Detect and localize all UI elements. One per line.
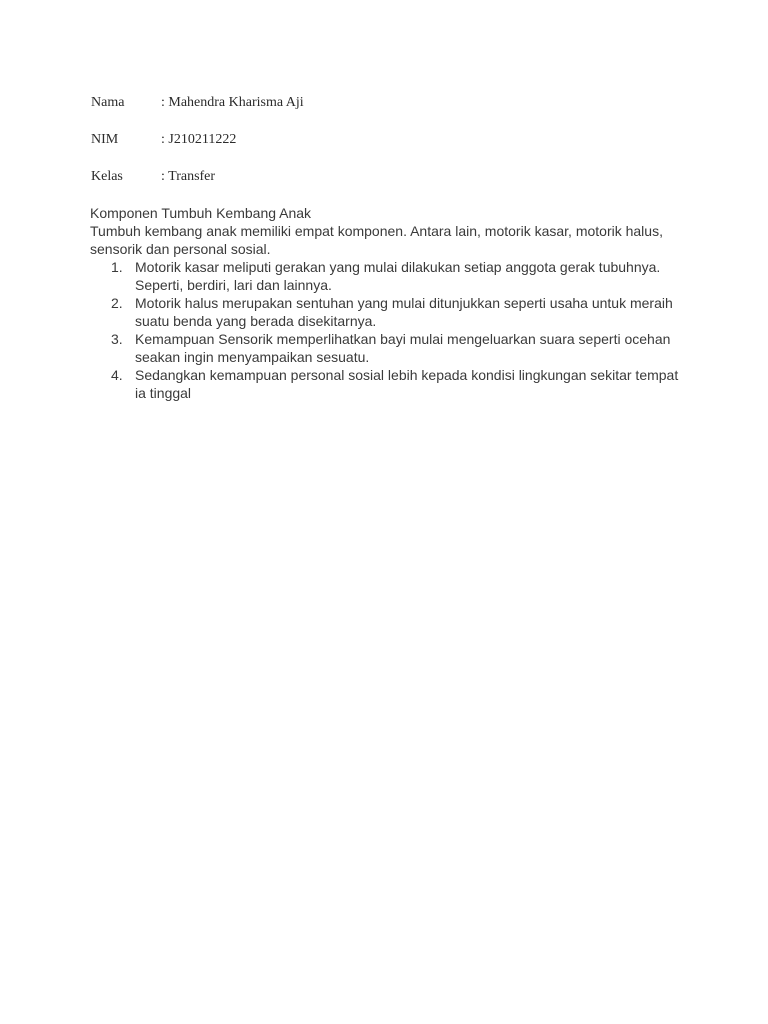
list-item-number: 1. <box>111 259 123 275</box>
list-item <box>90 366 680 402</box>
kelas-label: Kelas <box>91 169 123 184</box>
component-list <box>90 258 680 402</box>
list-item <box>90 258 680 294</box>
list-item <box>90 294 680 330</box>
list-item <box>90 330 680 366</box>
info-row-kelas <box>91 168 215 186</box>
nim-value: : J210211222 <box>161 132 237 147</box>
list-item-text: Motorik halus merupakan sentuhan yang mulai ditunjukkan seperti usaha untuk meraih suatu benda yang berada disekitarnya. <box>135 295 673 329</box>
nim-label: NIM <box>91 132 119 147</box>
info-row-nim <box>91 131 236 149</box>
nama-value: : Mahendra Kharisma Aji <box>161 95 304 110</box>
intro-paragraph: Tumbuh kembang anak memiliki empat komponen. Antara lain, motorik kasar, motorik halus, sensorik dan personal sosial. <box>90 223 663 257</box>
list-item-text: Motorik kasar meliputi gerakan yang mulai dilakukan setiap anggota gerak tubuhnya. Seperti, berdiri, lari dan lainnya. <box>135 259 661 293</box>
list-item-text: Kemampuan Sensorik memperlihatkan bayi mulai mengeluarkan suara seperti ocehan seakan ingin menyampaikan sesuatu. <box>135 331 671 365</box>
document-body <box>90 204 680 402</box>
list-item-text: Sedangkan kemampuan personal sosial lebih kepada kondisi lingkungan sekitar tempat ia tinggal <box>135 367 679 401</box>
info-row-nama <box>91 94 304 112</box>
kelas-value: : Transfer <box>161 169 216 184</box>
list-item-number: 2. <box>111 295 123 311</box>
document-heading: Komponen Tumbuh Kembang Anak <box>90 205 312 221</box>
nama-label: Nama <box>91 95 125 110</box>
list-item-number: 3. <box>111 331 123 347</box>
list-item-number: 4. <box>111 367 123 383</box>
